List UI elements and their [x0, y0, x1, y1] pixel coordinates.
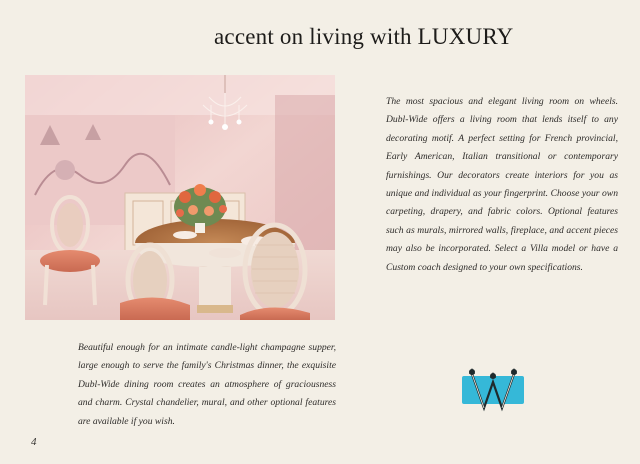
living-room-description: The most spacious and elegant living room on wheels. Dubl-Wide offers a living room that lends itself to any decorating motif. A perfect setting for French provincial, Early American, Italian transitional or contemporary furnishings. Our decorators create interiors for you as unique and individual as your fingerprint. Choose your own carpeting, drapery, and fabric colors. Optional features such as murals, mirrored walls, fireplace, and accent pieces may also be incorporated. Select a Villa model or have a Custom coach designed to your own specifications.: [386, 96, 618, 273]
dining-room-photo: [25, 75, 335, 320]
page-number: 4: [31, 436, 37, 448]
dining-room-caption: Beautiful enough for an intimate candle-light champagne supper, large enough to serve the family's Christmas dinner, the exquisite Dubl-Wide dining room creates an atmosphere of graciousness and charm. Crystal chandelier, mural, and other optional features are available if you wish.: [78, 342, 336, 427]
page-headline: accent on living with LUXURY: [214, 24, 514, 49]
crown-w-monogram-icon: [462, 368, 524, 412]
